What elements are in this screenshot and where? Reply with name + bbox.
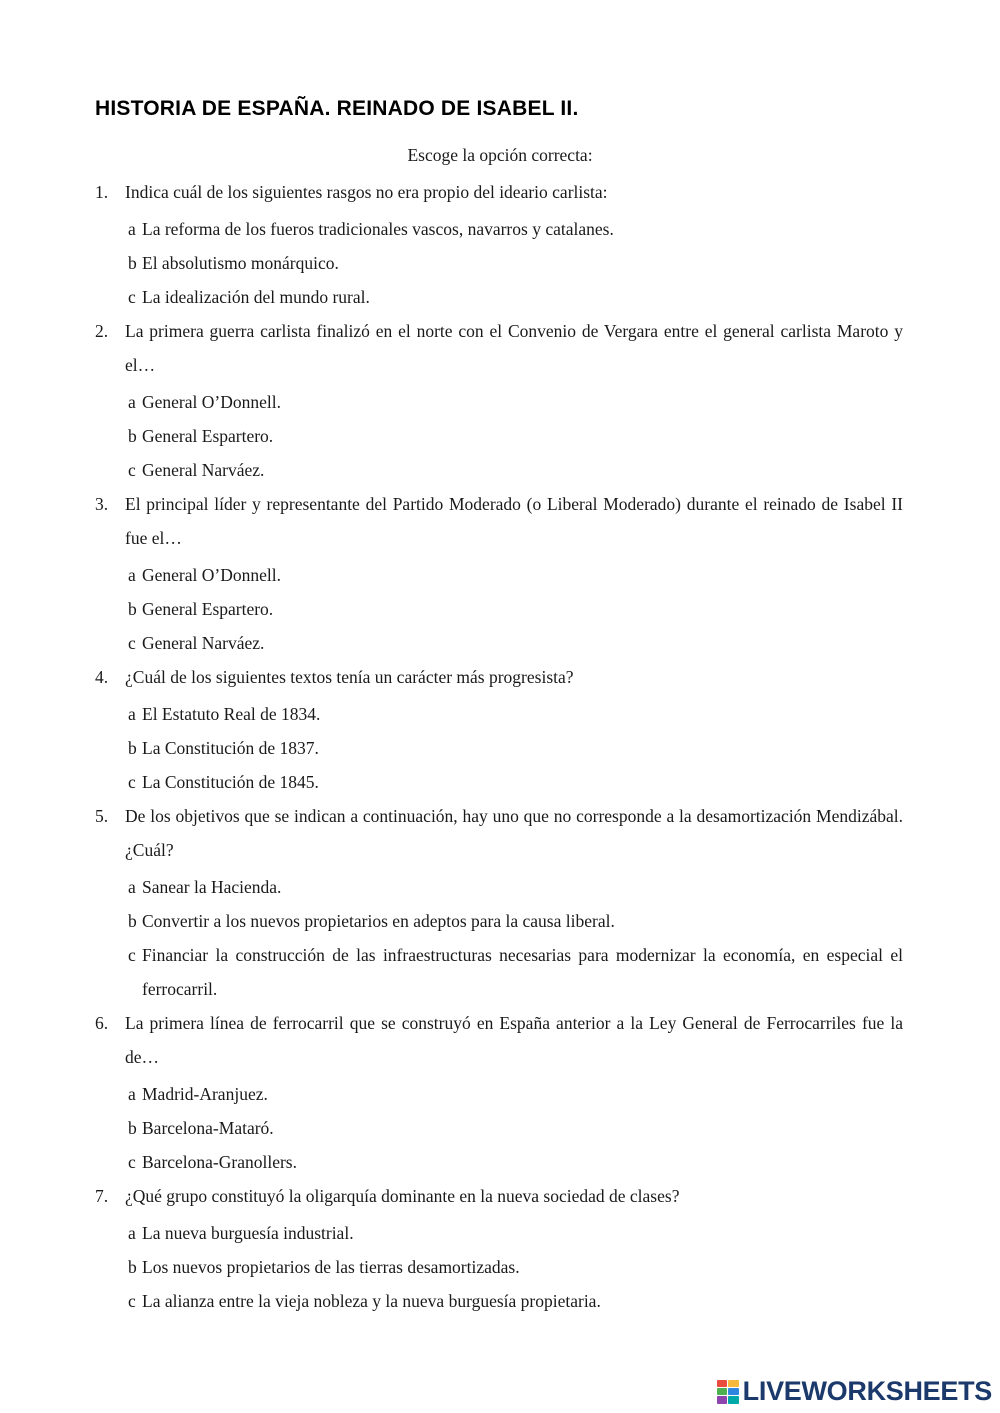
logo-mark-tile bbox=[728, 1380, 739, 1387]
question-text bbox=[95, 799, 903, 867]
answer-option-c[interactable] bbox=[95, 280, 903, 314]
question-text bbox=[95, 487, 903, 555]
answer-option-a[interactable] bbox=[95, 1077, 903, 1111]
answer-option-b[interactable] bbox=[95, 1111, 903, 1145]
question-text bbox=[95, 314, 903, 382]
liveworksheets-logo bbox=[717, 1376, 992, 1407]
questions-list bbox=[95, 175, 903, 1318]
option-text: La Constitución de 1845. bbox=[142, 772, 319, 792]
option-list bbox=[95, 385, 903, 487]
option-text: La Constitución de 1837. bbox=[142, 738, 319, 758]
question-number: 7. bbox=[95, 1186, 109, 1206]
option-text: General Espartero. bbox=[142, 599, 274, 619]
option-letter: b bbox=[128, 738, 137, 758]
option-text: La alianza entre la vieja nobleza y la nueva burguesía propietaria. bbox=[142, 1291, 601, 1311]
answer-option-c[interactable] bbox=[95, 765, 903, 799]
option-letter: c bbox=[128, 945, 136, 965]
option-text: General Espartero. bbox=[142, 426, 274, 446]
option-list bbox=[95, 1216, 903, 1318]
option-text: La idealización del mundo rural. bbox=[142, 287, 370, 307]
logo-mark-tile bbox=[717, 1396, 728, 1403]
option-text: Financiar la construcción de las infraestructuras necesarias para modernizar la economía, en especial el ferrocarril. bbox=[142, 945, 903, 999]
answer-option-b[interactable] bbox=[95, 1250, 903, 1284]
option-text: Sanear la Hacienda. bbox=[142, 877, 282, 897]
answer-option-a[interactable] bbox=[95, 558, 903, 592]
option-list bbox=[95, 870, 903, 1006]
question-2 bbox=[95, 314, 903, 487]
option-letter: b bbox=[128, 599, 137, 619]
answer-option-c[interactable] bbox=[95, 626, 903, 660]
option-list bbox=[95, 697, 903, 799]
option-text: Convertir a los nuevos propietarios en adeptos para la causa liberal. bbox=[142, 911, 615, 931]
question-3 bbox=[95, 487, 903, 660]
answer-option-b[interactable] bbox=[95, 592, 903, 626]
answer-option-c[interactable] bbox=[95, 453, 903, 487]
option-text: General O’Donnell. bbox=[142, 565, 281, 585]
question-1 bbox=[95, 175, 903, 314]
option-text: General Narváez. bbox=[142, 633, 265, 653]
question-statement: De los objetivos que se indican a continuación, hay uno que no corresponde a la desamortización Mendizábal. ¿Cuál? bbox=[125, 806, 903, 860]
answer-option-b[interactable] bbox=[95, 904, 903, 938]
logo-mark-tile bbox=[717, 1380, 728, 1387]
question-number: 4. bbox=[95, 667, 109, 687]
answer-option-a[interactable] bbox=[95, 212, 903, 246]
option-letter: c bbox=[128, 460, 136, 480]
page-title: HISTORIA DE ESPAÑA. REINADO DE ISABEL II. bbox=[95, 97, 579, 120]
option-text: La nueva burguesía industrial. bbox=[142, 1223, 354, 1243]
option-text: Madrid-Aranjuez. bbox=[142, 1084, 268, 1104]
option-list bbox=[95, 212, 903, 314]
option-letter: c bbox=[128, 287, 136, 307]
question-number: 6. bbox=[95, 1013, 109, 1033]
option-text: General O’Donnell. bbox=[142, 392, 281, 412]
option-text: Barcelona-Granollers. bbox=[142, 1152, 297, 1172]
option-letter: b bbox=[128, 911, 137, 931]
answer-option-b[interactable] bbox=[95, 246, 903, 280]
question-4 bbox=[95, 660, 903, 799]
option-letter: c bbox=[128, 633, 136, 653]
question-statement: Indica cuál de los siguientes rasgos no era propio del ideario carlista: bbox=[125, 182, 608, 202]
answer-option-b[interactable] bbox=[95, 731, 903, 765]
logo-mark-tile bbox=[728, 1396, 739, 1403]
option-letter: a bbox=[128, 1084, 136, 1104]
option-letter: c bbox=[128, 772, 136, 792]
option-letter: a bbox=[128, 704, 136, 724]
answer-option-b[interactable] bbox=[95, 419, 903, 453]
question-text bbox=[95, 1006, 903, 1074]
question-number: 3. bbox=[95, 494, 109, 514]
option-letter: b bbox=[128, 253, 137, 273]
option-text: Barcelona-Mataró. bbox=[142, 1118, 274, 1138]
instruction-text bbox=[0, 145, 1000, 166]
logo-mark-tile bbox=[728, 1388, 739, 1395]
answer-option-c[interactable] bbox=[95, 938, 903, 1006]
option-letter: c bbox=[128, 1152, 136, 1172]
liveworksheets-logo-icon bbox=[717, 1380, 739, 1404]
question-statement: La primera línea de ferrocarril que se construyó en España anterior a la Ley General de Ferrocarriles fue la de… bbox=[125, 1013, 903, 1067]
question-statement: El principal líder y representante del Partido Moderado (o Liberal Moderado) durante el reinado de Isabel II fue el… bbox=[125, 494, 903, 548]
answer-option-c[interactable] bbox=[95, 1284, 903, 1318]
option-letter: a bbox=[128, 565, 136, 585]
option-letter: a bbox=[128, 392, 136, 412]
option-text: El Estatuto Real de 1834. bbox=[142, 704, 321, 724]
answer-option-c[interactable] bbox=[95, 1145, 903, 1179]
answer-option-a[interactable] bbox=[95, 870, 903, 904]
option-text: Los nuevos propietarios de las tierras desamortizadas. bbox=[142, 1257, 520, 1277]
option-text: General Narváez. bbox=[142, 460, 265, 480]
question-number: 1. bbox=[95, 182, 109, 202]
option-letter: b bbox=[128, 1257, 137, 1277]
answer-option-a[interactable] bbox=[95, 1216, 903, 1250]
question-text bbox=[95, 1179, 903, 1213]
option-text: La reforma de los fueros tradicionales vascos, navarros y catalanes. bbox=[142, 219, 614, 239]
option-letter: a bbox=[128, 1223, 136, 1243]
question-5 bbox=[95, 799, 903, 1006]
answer-option-a[interactable] bbox=[95, 697, 903, 731]
question-number: 2. bbox=[95, 321, 109, 341]
question-number: 5. bbox=[95, 806, 109, 826]
option-letter: a bbox=[128, 877, 136, 897]
question-text bbox=[95, 660, 903, 694]
question-7 bbox=[95, 1179, 903, 1318]
question-text bbox=[95, 175, 903, 209]
question-6 bbox=[95, 1006, 903, 1179]
option-list bbox=[95, 1077, 903, 1179]
instruction-label: Escoge la opción correcta: bbox=[407, 145, 593, 165]
option-list bbox=[95, 558, 903, 660]
question-statement: ¿Qué grupo constituyó la oligarquía dominante en la nueva sociedad de clases? bbox=[125, 1186, 680, 1206]
option-letter: a bbox=[128, 219, 136, 239]
option-letter: b bbox=[128, 426, 137, 446]
question-statement: ¿Cuál de los siguientes textos tenía un carácter más progresista? bbox=[125, 667, 574, 687]
option-letter: b bbox=[128, 1118, 137, 1138]
answer-option-a[interactable] bbox=[95, 385, 903, 419]
logo-text: LIVEWORKSHEETS bbox=[742, 1376, 992, 1406]
logo-mark-tile bbox=[717, 1388, 728, 1395]
option-letter: c bbox=[128, 1291, 136, 1311]
question-statement: La primera guerra carlista finalizó en el norte con el Convenio de Vergara entre el general carlista Maroto y el… bbox=[125, 321, 903, 375]
option-text: El absolutismo monárquico. bbox=[142, 253, 339, 273]
